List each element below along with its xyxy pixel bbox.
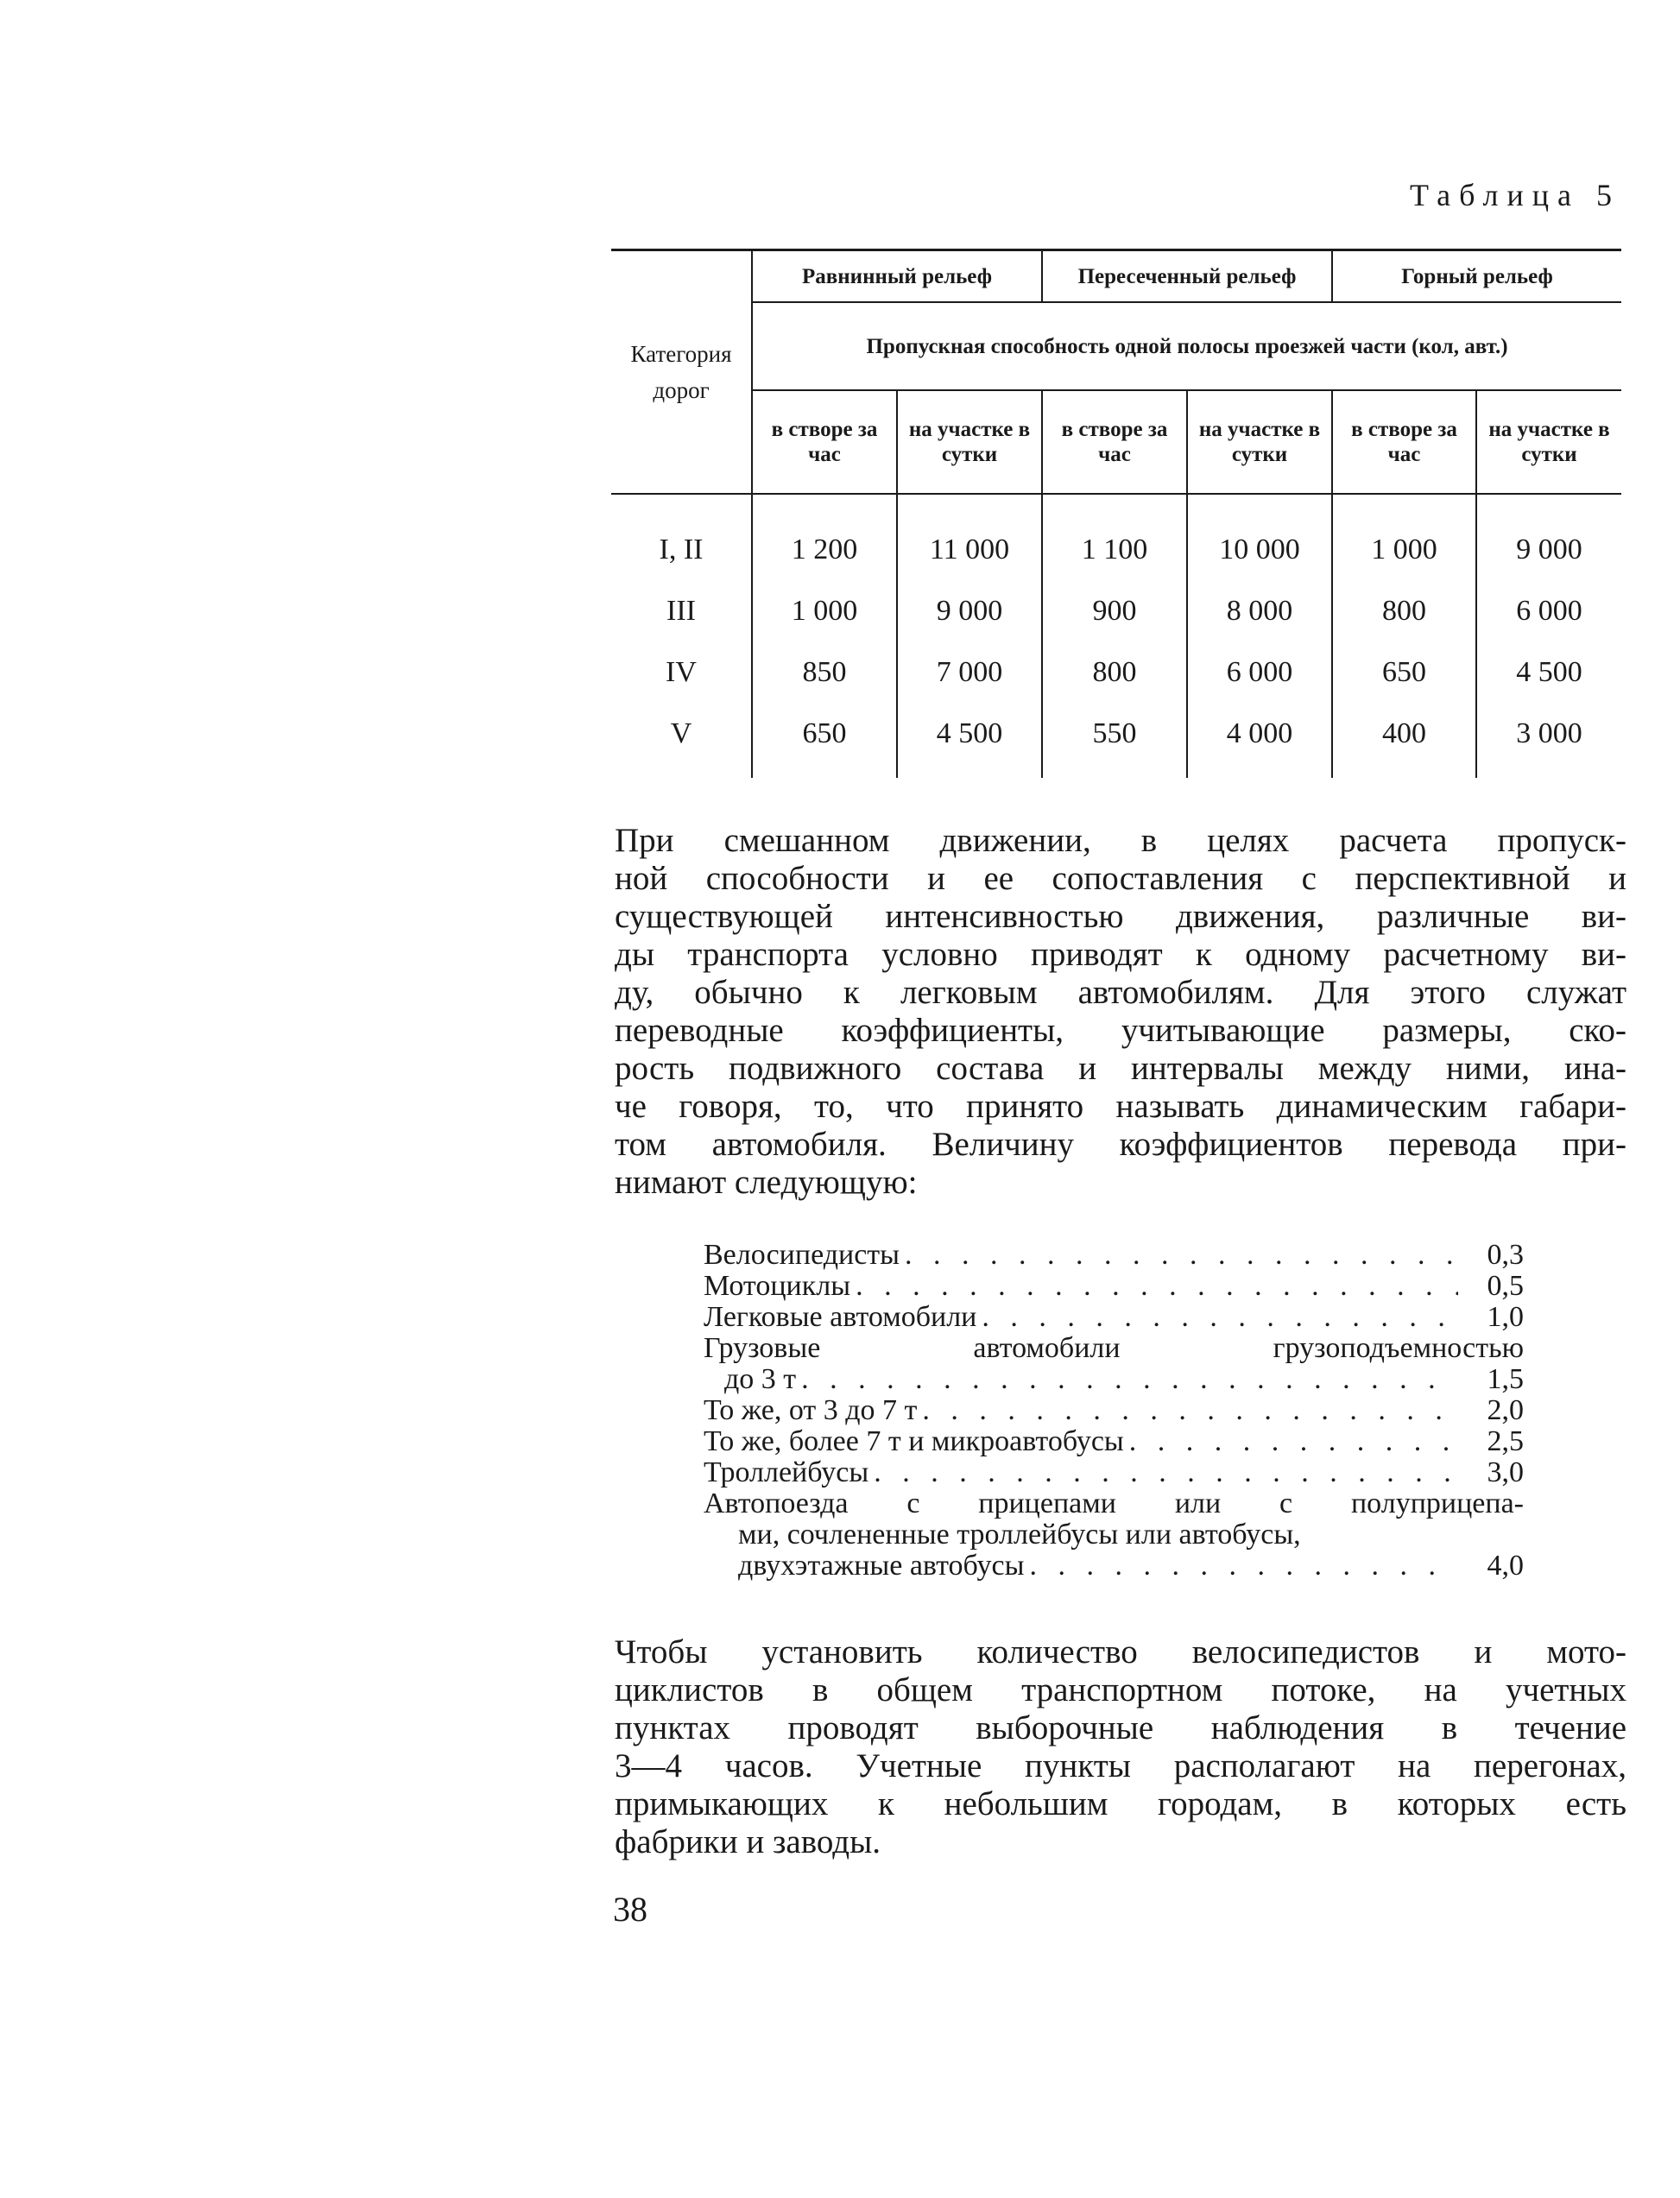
- sub-header: в створе за час: [1042, 390, 1187, 494]
- coefficient-label-first-line: Грузовые автомобили грузоподъемностью: [704, 1332, 1524, 1364]
- dot-leader: [1029, 1551, 1458, 1582]
- table-cell: 650: [1332, 641, 1476, 703]
- text-line: циклистов в общем транспортном потоке, на учетных: [615, 1671, 1626, 1709]
- coefficient-value: 0,5: [1487, 1270, 1524, 1302]
- text-line: рость подвижного состава и интервалы между ними, ина-: [615, 1050, 1626, 1087]
- table-cell: 1 200: [752, 494, 897, 580]
- paragraph-mixed-traffic: [615, 822, 1626, 1202]
- dot-leader: [922, 1395, 1458, 1426]
- dot-leader: [874, 1457, 1458, 1488]
- dot-leader: [856, 1271, 1458, 1302]
- capacity-header: Пропускная способность одной полосы проезжей части (кол, авт.): [752, 302, 1621, 390]
- row-category: V: [670, 717, 692, 749]
- table-cell: 11 000: [897, 494, 1042, 580]
- table-cell: 650: [752, 703, 897, 778]
- row-category: III: [666, 594, 696, 627]
- category-header: Категория дорог: [611, 250, 752, 495]
- coefficient-value: 0,3: [1487, 1239, 1524, 1271]
- dot-leader: [905, 1240, 1458, 1271]
- coefficient-value: 2,5: [1487, 1425, 1524, 1457]
- dot-leader: [982, 1302, 1458, 1333]
- table-row: [611, 580, 1621, 641]
- coefficient-item: [704, 1240, 1524, 1271]
- capacity-table: [611, 249, 1621, 778]
- table-cell: 9 000: [897, 580, 1042, 641]
- table-cell: 550: [1042, 703, 1187, 778]
- table-cell: 1 000: [752, 580, 897, 641]
- coefficient-item: [704, 1271, 1524, 1302]
- text-line: 3—4 часов. Учетные пункты располагают на перегонах,: [615, 1747, 1626, 1784]
- coefficient-label: Троллейбусы: [704, 1456, 869, 1488]
- sub-header: на участке в сутки: [1187, 390, 1332, 494]
- page-number: 38: [613, 1890, 647, 1929]
- table-cell: 6 000: [1476, 580, 1621, 641]
- coefficient-label: Велосипедисты: [704, 1239, 900, 1271]
- text-line: ды транспорта условно приводят к одному расчетному ви-: [615, 936, 1626, 973]
- table-cell: 800: [1332, 580, 1476, 641]
- text-line: ной способности и ее сопоставления с перспективной и: [615, 860, 1626, 897]
- text-line: фабрики и заводы.: [615, 1823, 881, 1860]
- row-category: IV: [666, 655, 697, 688]
- sub-header: в створе за час: [752, 390, 897, 494]
- table-cell: 10 000: [1187, 494, 1332, 580]
- table-cell: 850: [752, 641, 897, 703]
- table-cell: 6 000: [1187, 641, 1332, 703]
- coefficient-value: 3,0: [1487, 1456, 1524, 1488]
- table-row: [611, 703, 1621, 778]
- table-caption: Таблица 5: [1410, 178, 1620, 212]
- table-cell: 400: [1332, 703, 1476, 778]
- coefficient-list: [704, 1240, 1524, 1582]
- coefficient-value: 2,0: [1487, 1394, 1524, 1426]
- coefficient-label: двухэтажные автобусы: [738, 1550, 1025, 1582]
- relief-header-plain: Равнинный рельеф: [752, 250, 1042, 303]
- table-cell: 1 000: [1332, 494, 1476, 580]
- dot-leader: [801, 1364, 1458, 1395]
- coefficient-label: Легковые автомобили: [704, 1301, 977, 1333]
- coefficient-item: [704, 1364, 1524, 1395]
- coefficient-value: 4,0: [1487, 1550, 1524, 1582]
- coefficient-item: [704, 1426, 1524, 1457]
- row-category: I, II: [659, 533, 704, 565]
- table-cell: 9 000: [1476, 494, 1621, 580]
- coefficient-label: Мотоциклы: [704, 1270, 851, 1302]
- text-line: че говоря, то, что принято называть динамическим габари-: [615, 1088, 1626, 1125]
- relief-header-rough: Пересеченный рельеф: [1042, 250, 1332, 303]
- table-row: [611, 494, 1621, 580]
- text-line: При смешанном движении, в целях расчета пропуск-: [615, 822, 1626, 859]
- table-cell: 900: [1042, 580, 1187, 641]
- text-line: пунктах проводят выборочные наблюдения в течение: [615, 1709, 1626, 1746]
- table-cell: 1 100: [1042, 494, 1187, 580]
- coefficient-label: до 3 т: [724, 1363, 797, 1395]
- table-cell: 8 000: [1187, 580, 1332, 641]
- sub-header: в створе за час: [1332, 390, 1476, 494]
- text-line: нимают следующую:: [615, 1164, 918, 1201]
- table-cell: 3 000: [1476, 703, 1621, 778]
- coefficient-label: То же, от 3 до 7 т: [704, 1394, 918, 1426]
- coefficient-item: [704, 1395, 1524, 1426]
- text-line: переводные коэффициенты, учитывающие размеры, ско-: [615, 1012, 1626, 1049]
- coefficient-label: То же, более 7 т и микроавтобусы: [704, 1425, 1124, 1457]
- coefficient-label-first-line: Автопоезда с прицепами или с полуприцепа-: [704, 1487, 1524, 1519]
- paragraph-counting-points: [615, 1633, 1626, 1861]
- table-cell: 4 500: [1476, 641, 1621, 703]
- dot-leader: [1129, 1426, 1458, 1457]
- text-line: том автомобиля. Величину коэффициентов перевода при-: [615, 1126, 1626, 1163]
- coefficient-value: 1,0: [1487, 1301, 1524, 1333]
- text-line: Чтобы установить количество велосипедистов и мото-: [615, 1633, 1626, 1671]
- table-row: [611, 641, 1621, 703]
- sub-header: на участке в сутки: [1476, 390, 1621, 494]
- coefficient-value: 1,5: [1487, 1363, 1524, 1395]
- coefficient-item: [704, 1302, 1524, 1333]
- coefficient-item: [704, 1551, 1524, 1582]
- sub-header: на участке в сутки: [897, 390, 1042, 494]
- text-line: ду, обычно к легковым автомобилям. Для этого служат: [615, 974, 1626, 1011]
- table-cell: 4 000: [1187, 703, 1332, 778]
- relief-header-mountain: Горный рельеф: [1332, 250, 1621, 303]
- table-cell: 4 500: [897, 703, 1042, 778]
- table-cell: 7 000: [897, 641, 1042, 703]
- coefficient-label-continued: ми, сочлененные троллейбусы или автобусы,: [738, 1519, 1301, 1551]
- table-cell: 800: [1042, 641, 1187, 703]
- text-line: существующей интенсивностью движения, различные ви-: [615, 898, 1626, 935]
- coefficient-item: [704, 1457, 1524, 1488]
- text-line: примыкающих к небольшим городам, в которых есть: [615, 1785, 1626, 1822]
